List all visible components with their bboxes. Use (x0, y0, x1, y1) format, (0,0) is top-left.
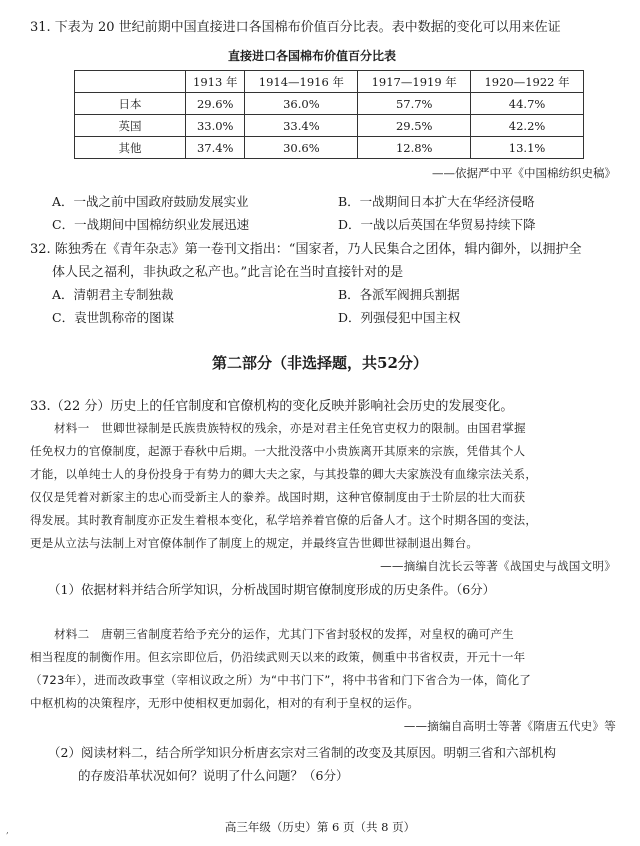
q32-stem-line2: 体人民之福利，非执政之私产也。”此言论在当时直接针对的是 (52, 265, 404, 280)
q32-stem-line1: 32. 陈独秀在《青年杂志》第一卷刊文指出：“国家者，乃人民集合之团体，辑内御外，以拥护全 (30, 242, 582, 257)
table-cell: 29.6% (186, 93, 245, 115)
material1-line: 任免权力的官僚制度，起源于春秋中后期。一大批没落中小贵族离开其原来的宗族，凭借其个人 (30, 444, 526, 458)
q32-option-c[interactable]: C．袁世凯称帝的图谋 (52, 310, 175, 325)
table-cell: 30.6% (245, 137, 358, 159)
corner-mark: , (6, 826, 9, 836)
table-cell: 44.7% (471, 93, 584, 115)
table-cell: 12.8% (358, 137, 471, 159)
material1-line: 更是从立法与法制上对官僚体制作了制度上的规定，并最终宣告世卿世禄制退出舞台。 (30, 536, 479, 550)
table-cell: 33.4% (245, 115, 358, 137)
q31-option-a[interactable]: A．一战之前中国政府鼓励发展实业 (52, 194, 249, 209)
material1-line: 仅仅是凭着对新家主的忠心而受新主人的豢养。战国时期，这种官僚制度由于士阶层的壮大而获 (30, 490, 526, 504)
q33-sub2-line2: 的存废沿革状况如何？说明了什么问题？（6分） (78, 768, 349, 783)
q31-stem: 31. 下表为 20 世纪前期中国直接进口各国棉布价值百分比表。表中数据的变化可以用来佐证 (30, 20, 561, 35)
material2-line: 中枢机构的决策程序，无形中使相权更加弱化，相对的有利于皇权的运作。 (30, 696, 420, 710)
page-footer: 高三年级（历史）第 6 页（共 8 页） (224, 820, 416, 834)
table-header-cell: 1917—1919 年 (358, 71, 471, 93)
q32-option-d[interactable]: D．列强侵犯中国主权 (338, 310, 461, 325)
q33-sub1: （1）依据材料并结合所学知识，分析战国时期官僚制度形成的历史条件。（6分） (48, 582, 496, 597)
table-row (75, 137, 584, 159)
row-label: 其他 (75, 137, 186, 159)
material1-line: 材料一 世卿世禄制是氏族贵族特权的残余，亦是对君主任免官吏权力的限制。由国君掌握 (54, 421, 526, 435)
q31-source: ——依据严中平《中国棉纺织史稿》 (432, 166, 616, 180)
q32-option-b[interactable]: B．各派军阀拥兵割据 (338, 287, 460, 302)
q32-option-a[interactable]: A．清朝君主专制独裁 (52, 287, 174, 302)
material2-line: 材料二 唐朝三省制度若给予充分的运作，尤其门下省封驳权的发挥，对皇权的确可产生 (54, 627, 514, 641)
material1-source: ——摘编自沈长云等著《战国史与战国文明》 (380, 559, 616, 573)
table-cell: 33.0% (186, 115, 245, 137)
table-header-cell (75, 71, 186, 93)
q33-sub2-line1: （2）阅读材料二，结合所学知识分析唐玄宗对三省制的改变及其原因。明朝三省和六部机构 (48, 745, 556, 760)
q31-option-d[interactable]: D．一战以后英国在华贸易持续下降 (338, 217, 536, 232)
table-row (75, 93, 584, 115)
table-cell: 57.7% (358, 93, 471, 115)
table-caption: 直接进口各国棉布价值百分比表 (228, 49, 397, 63)
material1-line: 才能，以单纯士人的身份投身于有势力的卿大夫之家，与其投靠的卿大夫家族没有血缘宗法关系， (30, 467, 538, 481)
row-label: 英国 (75, 115, 186, 137)
material2-source: ——摘编自高明士等著《隋唐五代史》等 (403, 719, 616, 733)
table-cell: 29.5% (358, 115, 471, 137)
table-cell: 13.1% (471, 137, 584, 159)
table-header-cell: 1920—1922 年 (471, 71, 584, 93)
table-header-cell: 1914—1916 年 (245, 71, 358, 93)
q31-option-c[interactable]: C．一战期间中国棉纺织业发展迅速 (52, 217, 250, 232)
q31-option-b[interactable]: B．一战期间日本扩大在华经济侵略 (338, 194, 535, 209)
table-row (75, 115, 584, 137)
q33-stem: 33.（22 分）历史上的任官制度和官僚机构的变化反映并影响社会历史的发展变化。 (30, 399, 514, 414)
section-title: 第二部分（非选择题，共52分） (212, 354, 428, 372)
table-header-row (75, 71, 584, 93)
table-cell: 42.2% (471, 115, 584, 137)
table-cell: 37.4% (186, 137, 245, 159)
cotton-import-table (74, 70, 584, 159)
table-cell: 36.0% (245, 93, 358, 115)
material1-line: 得发展。其时教育制度亦正发生着根本变化，私学培养着官僚的后备人才。这个时期各国的变法， (30, 513, 538, 527)
row-label: 日本 (75, 93, 186, 115)
table-header-cell: 1913 年 (186, 71, 245, 93)
material2-line: 相当程度的制衡作用。但玄宗即位后，仍沿续武则天以来的政策，侧重中书省权责，开元十一年 (30, 650, 526, 664)
material2-line: （723年），进而改政事堂（宰相议政之所）为“中书门下”，将中书省和门下省合为一体，简化了 (30, 673, 532, 687)
